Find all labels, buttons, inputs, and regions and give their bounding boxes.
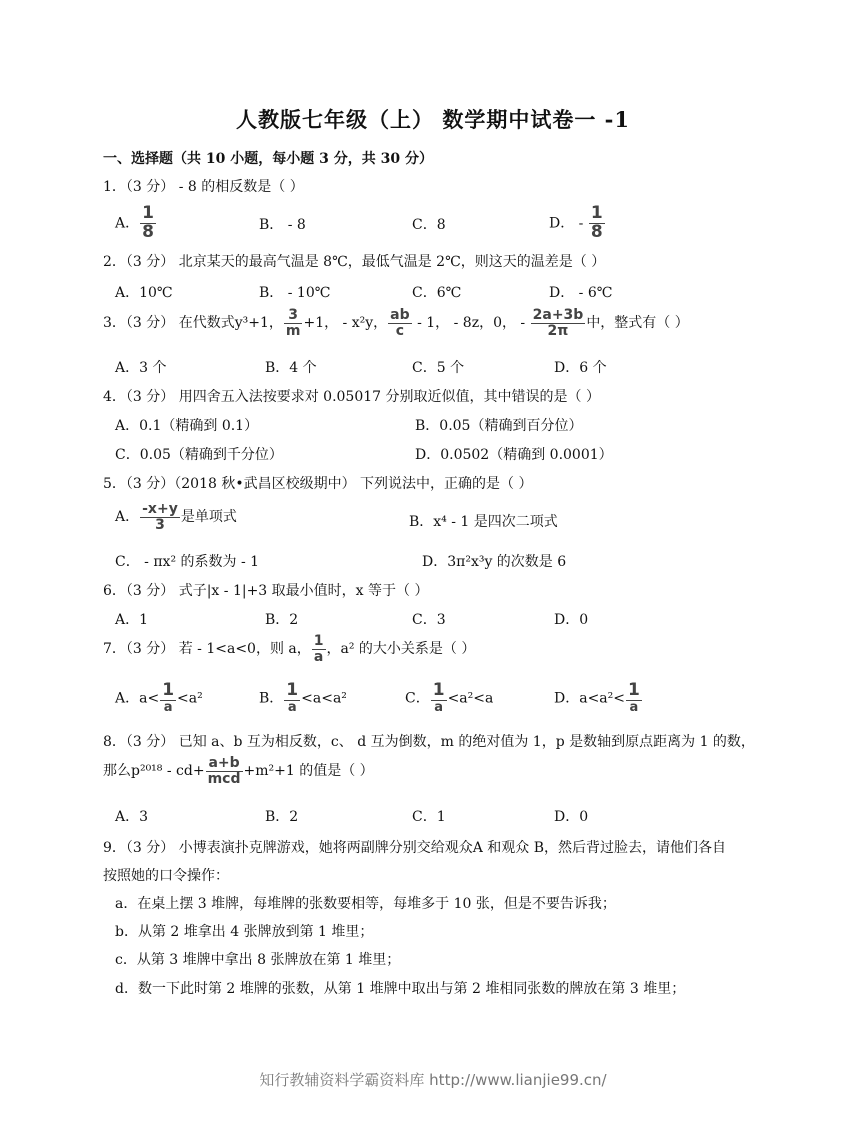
fraction-denominator: 2π <box>547 322 569 339</box>
q9-step-b: b．从第 2 堆拿出 4 张牌放到第 1 堆里； <box>115 924 374 940</box>
q9-step-d: d．数一下此时第 2 堆牌的张数，从第 1 堆牌中取出与第 2 堆相同张数的牌放在第 3 堆里； <box>115 981 686 997</box>
fraction <box>284 308 303 338</box>
option-text: A．a< <box>115 690 160 707</box>
fraction <box>206 756 243 786</box>
fraction-numerator: 2a+3b <box>532 307 584 323</box>
fraction <box>140 502 180 532</box>
fraction-numerator: 1 <box>162 680 175 700</box>
option-text: D．a<a²< <box>554 690 625 707</box>
question-1-stem: 1．（3 分） - 8 的相反数是（ ） <box>103 179 304 195</box>
question-6-stem: 6．（3 分） 式子|x - 1|+3 取最小值时，x 等于（ ） <box>103 583 429 599</box>
question-7-stem <box>103 634 475 664</box>
q1-option-a <box>115 205 157 242</box>
section-heading: 一、选择题（共 10 小题，每小题 3 分，共 30 分） <box>103 151 433 167</box>
stem-text: 那么p²⁰¹⁸ - cd+ <box>103 763 205 780</box>
fraction-denominator: c <box>395 322 405 339</box>
option-text: <a²<a <box>447 690 494 707</box>
q1-option-c: C．8 <box>412 217 446 233</box>
q4-option-a: A．0.1（精确到 0.1） <box>115 418 259 434</box>
q4-option-b: B．0.05（精确到百分位） <box>415 418 583 434</box>
stem-text: +1， - x²y， <box>303 315 388 332</box>
question-9-line1: 9．（3 分） 小博表演扑克牌游戏，她将两副牌分别交给观众A 和观众 B，然后背过脸去，请他们各自 <box>103 840 727 856</box>
q6-option-a: A．1 <box>115 612 149 628</box>
q7-option-b <box>259 682 347 714</box>
q2-option-c: C．6℃ <box>412 285 462 301</box>
question-4-stem: 4．（3 分） 用四舍五入法按要求对 0.05017 分别取近似值，其中错误的是（ ） <box>103 389 600 405</box>
q3-option-c: C．5 个 <box>412 360 465 376</box>
stem-text: +m²+1 的值是（ ） <box>243 763 374 780</box>
question-5-stem: 5．（3 分）（2018 秋•武昌区校级期中） 下列说法中，正确的是（ ） <box>103 476 533 492</box>
fraction-denominator: a <box>287 699 297 715</box>
q5-option-a <box>115 502 237 532</box>
fraction-numerator: 1 <box>142 203 154 223</box>
fraction <box>431 682 447 714</box>
footer-watermark: 知行教辅资料学霸资料库 http://www.lianjie99.cn/ <box>259 1071 607 1089</box>
fraction-numerator: -x+y <box>142 501 178 517</box>
q5-option-d: D．3π²x³y 的次数是 6 <box>422 554 567 570</box>
fraction-denominator: a <box>434 699 444 715</box>
fraction-numerator: 1 <box>286 680 299 700</box>
question-8-line2 <box>103 756 374 786</box>
fraction-denominator: a <box>313 648 324 665</box>
option-label: D． - <box>549 215 588 232</box>
question-3-stem <box>103 308 689 338</box>
fraction-numerator: ab <box>390 307 410 323</box>
question-9-line2: 按照她的口令操作： <box>103 868 229 884</box>
q3-option-b: B．4 个 <box>265 360 317 376</box>
q9-step-a: a．在桌上摆 3 堆牌，每堆牌的张数要相等，每堆多于 10 张，但是不要告诉我； <box>115 896 616 912</box>
q2-option-b: B． - 10℃ <box>259 285 331 301</box>
fraction-denominator: 3 <box>155 516 165 533</box>
q3-option-a: A．3 个 <box>115 360 167 376</box>
q8-option-b: B．2 <box>265 809 299 825</box>
q2-option-a: A．10℃ <box>115 285 173 301</box>
q4-option-c: C．0.05（精确到千分位） <box>115 447 283 463</box>
q1-option-d <box>549 205 606 242</box>
fraction-denominator: 8 <box>590 221 603 242</box>
q6-option-c: C．3 <box>412 612 446 628</box>
q7-option-c <box>405 682 493 714</box>
fraction <box>589 205 605 242</box>
option-label: A． <box>115 215 140 232</box>
q7-option-a <box>115 682 203 714</box>
fraction <box>388 308 411 338</box>
option-text: <a<a² <box>301 690 347 707</box>
option-text: <a² <box>177 690 203 707</box>
option-text: B． <box>259 690 284 707</box>
fraction-numerator: a+b <box>206 756 243 772</box>
question-2-stem: 2．（3 分） 北京某天的最高气温是 8℃，最低气温是 2℃，则这天的温差是（ ） <box>103 254 606 270</box>
fraction-denominator: 8 <box>142 221 154 242</box>
fraction-numerator: 1 <box>432 680 445 700</box>
fraction <box>284 682 300 714</box>
fraction <box>531 308 586 338</box>
fraction <box>140 205 156 242</box>
fraction <box>160 682 176 714</box>
q4-option-d: D．0.0502（精确到 0.0001） <box>415 447 613 463</box>
q7-option-d <box>554 682 643 714</box>
page-title: 人教版七年级（上） 数学期中试卷一 -1 <box>236 107 630 132</box>
fraction-denominator: a <box>629 699 639 715</box>
q9-step-c: c．从第 3 堆牌中拿出 8 张牌放在第 1 堆里； <box>115 952 401 968</box>
q8-option-c: C．1 <box>412 809 446 825</box>
stem-text: 7．（3 分） 若 - 1<a<0，则 a， <box>103 641 311 658</box>
q6-option-d: D．0 <box>554 612 589 628</box>
fraction-numerator: 1 <box>313 633 324 649</box>
q2-option-d: D． - 6℃ <box>549 285 613 301</box>
fraction <box>312 634 326 664</box>
q8-option-d: D．0 <box>554 809 589 825</box>
q5-option-c: C． - πx² 的系数为 - 1 <box>115 554 260 570</box>
option-text: 是单项式 <box>180 509 237 526</box>
q6-option-b: B．2 <box>265 612 299 628</box>
option-label: A． <box>115 509 140 526</box>
option-text: C． <box>405 690 430 707</box>
fraction-numerator: 1 <box>590 203 603 223</box>
q5-option-b: B．x⁴ - 1 是四次二项式 <box>409 514 558 530</box>
question-8-line1: 8．（3 分） 已知 a、b 互为相反数，c、 d 互为倒数，m 的绝对值为 1，p 是数轴到原点距离为 1 的数， <box>103 734 755 750</box>
fraction <box>626 682 642 714</box>
stem-text: - 1， - 8z，0， - <box>412 315 530 332</box>
fraction-denominator: mcd <box>207 770 241 787</box>
fraction-numerator: 3 <box>284 308 303 324</box>
fraction-denominator: a <box>163 699 173 715</box>
stem-text: ，a² 的大小关系是（ ） <box>326 641 476 658</box>
q1-option-b: B． - 8 <box>259 217 306 233</box>
q3-option-d: D．6 个 <box>554 360 607 376</box>
stem-text: 中，整式有（ ） <box>586 315 689 332</box>
fraction-denominator: m <box>285 322 301 339</box>
fraction-numerator: 1 <box>628 680 640 700</box>
q8-option-a: A．3 <box>115 809 149 825</box>
stem-text: 3．（3 分） 在代数式y³+1， <box>103 315 283 332</box>
